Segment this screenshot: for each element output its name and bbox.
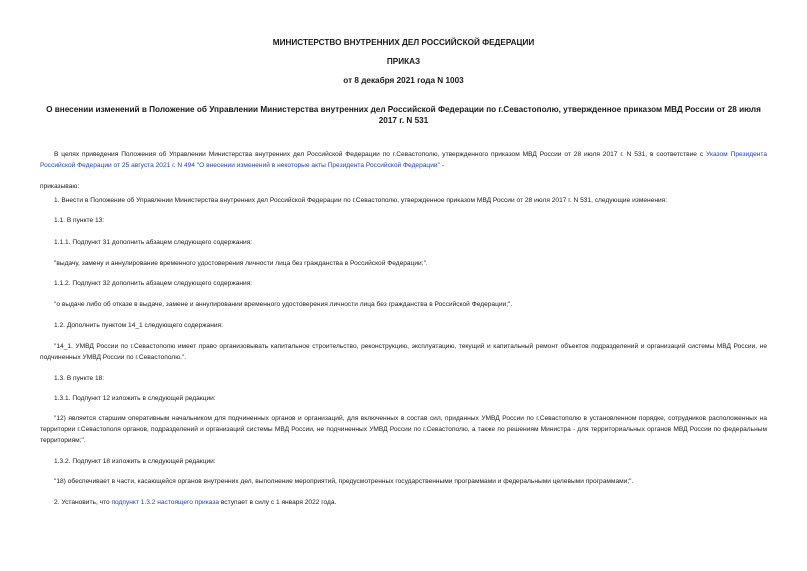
ministry-heading: МИНИСТЕРСТВО ВНУТРЕННИХ ДЕЛ РОССИЙСКОЙ ФЕДЕРАЦИИ	[272, 38, 535, 47]
clause-1-3-2: 1.3.2. Подпункт 18 изложить в следующей редакции:	[54, 458, 216, 465]
clause-2-start: 2. Установить, что	[54, 499, 112, 506]
document-date-number: от 8 декабря 2021 года N 1003	[343, 76, 464, 85]
clause-1: 1. Внести в Положение об Управлении Министерства внутренних дел Российской Федерации по г.Севастополю, утвержденное приказом МВД России от 28 июля 2017 г. N 531, следующие изменения:	[54, 197, 668, 204]
quote-2: "о выдаче либо об отказе в выдаче, замене и аннулировании временного удостоверения личности лица без гражданства в Российской Федерации;".	[54, 301, 513, 308]
quote-5: "18) обеспечивает в части, касающейся органов внутренних дел, выполнение мероприятий, предусмотренных государственными программами и федеральными целевыми программами;".	[54, 478, 634, 485]
clause-1-1-1: 1.1.1. Подпункт 31 дополнить абзацем следующего содержания:	[54, 239, 253, 246]
preamble-end: -	[439, 161, 444, 169]
quote-1: "выдачу, замену и аннулирование временного удостоверения личности лица без гражданства в Российской Федерации;".	[54, 260, 428, 267]
clause-1-1: 1.1. В пункте 13:	[54, 217, 105, 224]
preamble-paragraph	[40, 150, 767, 172]
order-word: приказываю:	[40, 183, 80, 190]
clause-1-3: 1.3. В пункте 18:	[54, 375, 105, 382]
document-title: О внесении изменений в Положение об Управлении Министерства внутренних дел Российской Федерации по г.Севастополю, утвержденное приказом МВД России от 28 июля 2017 г. N 531	[46, 105, 761, 125]
subclause-link[interactable]: подпункт 1.3.2 настоящего приказа	[111, 499, 220, 506]
clause-2-end: вступает в силу с 1 января 2022 года.	[219, 499, 337, 506]
document-type: ПРИКАЗ	[386, 57, 421, 66]
quote-3: "14_1. УМВД России по г.Севастополю имеет право организовывать капитальное строительство, реконструкцию, эксплуатацию, текущий и капитальный ремонт объектов подразделений и организаций системы МВД России, не подчиненных УМВД России по г.Севастополю.".	[40, 343, 767, 361]
decree-link[interactable]: Указом Президента Российской Федерации от 25 августа 2021 г. N 494 "О внесении изменений в некоторые акты Президента Российской Федерации"	[40, 151, 767, 169]
clause-1-3-1: 1.3.1. Подпункт 12 изложить в следующей редакции:	[54, 395, 216, 402]
clause-1-2: 1.2. Дополнить пунктом 14_1 следующего содержания:	[54, 322, 223, 329]
quote-4: "12) является старшим оперативным начальником для подчиненных органов и организаций, для включенных в состав сил, приданных УМВД России по г.Севастополю в установленном порядке, сотрудников расположенных на территории г.Севастополя органов, подразделений и организаций системы МВД России, не подчиненных УМВД России по г.Севастополю, а также по решениям Министра - для территориальных органов МВД России по федеральным территориям;".	[40, 415, 767, 444]
clause-2	[40, 498, 767, 509]
clause-1-1-2: 1.1.2. Подпункт 32 дополнить абзацем следующего содержания:	[54, 280, 253, 287]
preamble-text: В целях приведения Положения об Управлении Министерства внутренних дел Российской Федерации по г.Севастополю, утвержденного приказом МВД России от 28 июля 2017 г. N 531, в соответствие с	[54, 151, 707, 158]
